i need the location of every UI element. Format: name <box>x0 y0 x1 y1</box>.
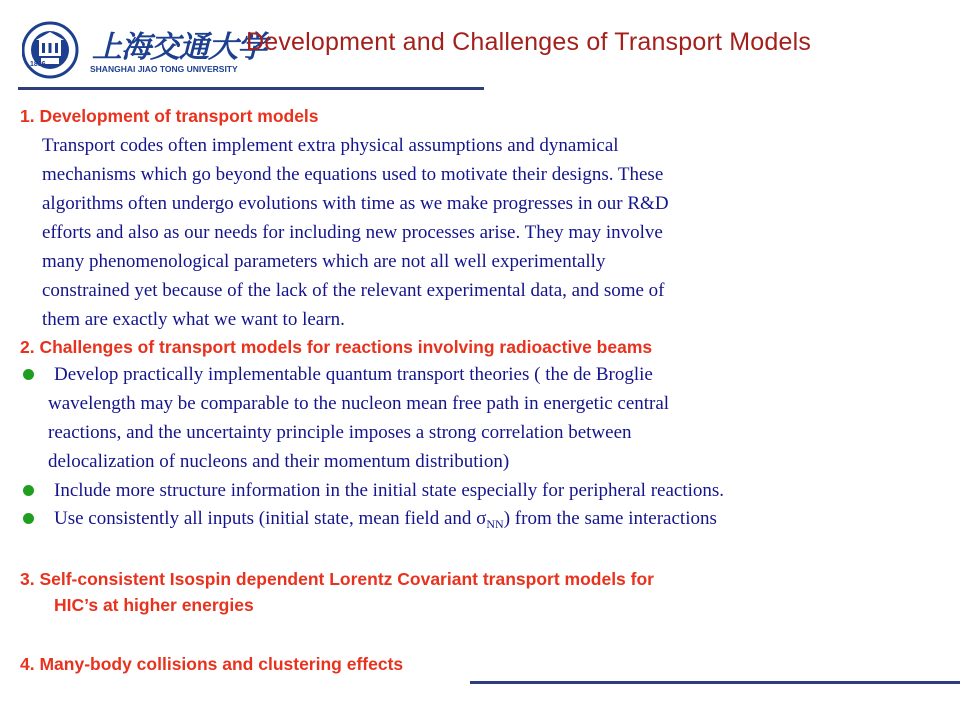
logo-year: 1896 <box>30 61 46 68</box>
bullet1-line: reactions, and the uncertainty principle imposes a strong correlation between <box>48 422 632 443</box>
bullet3-subscript: NN <box>486 517 504 531</box>
bullet1-line: wavelength may be comparable to the nucleon mean free path in energetic central <box>48 393 670 414</box>
section1-line: efforts and also as our needs for including new processes arise. They may involve <box>42 222 663 243</box>
bullet3-text <box>54 504 717 533</box>
university-logo <box>22 20 266 82</box>
section1-line: algorithms often undergo evolutions with time as we make progresses in our R&D <box>42 193 669 214</box>
section1-body <box>42 131 669 334</box>
bullet1-line: delocalization of nucleons and their momentum distribution) <box>48 451 510 472</box>
bullet1-text <box>48 360 669 476</box>
bullet-icon <box>23 513 34 524</box>
section1-line: constrained yet because of the lack of the relevant experimental data, and some of <box>42 280 665 301</box>
logo-chinese-text: 上海交通大学 <box>92 30 266 65</box>
seal-icon <box>23 23 77 77</box>
section1-line: many phenomenological parameters which are not all well experimentally <box>42 251 606 272</box>
section1-line: Transport codes often implement extra physical assumptions and dynamical <box>42 135 619 156</box>
title-divider <box>18 87 484 90</box>
section2-heading: 2. Challenges of transport models for reactions involving radioactive beams <box>20 337 653 357</box>
bullet3-post: ) from the same interactions <box>503 508 717 529</box>
bullet1-line: Develop practically implementable quantum transport theories ( the de Broglie <box>54 364 653 385</box>
logo-english-text: SHANGHAI JIAO TONG UNIVERSITY <box>90 64 238 74</box>
section3-heading-line2: HIC’s at higher energies <box>54 595 254 615</box>
section4-heading: 4. Many-body collisions and clustering effects <box>20 654 404 674</box>
bullet-icon <box>23 485 34 496</box>
bullet2-text: Include more structure information in the initial state especially for peripheral reactions. <box>54 480 725 501</box>
section1-line: them are exactly what we want to learn. <box>42 309 345 330</box>
section1-line: mechanisms which go beyond the equations used to motivate their designs. These <box>42 164 664 185</box>
bullet-icon <box>23 369 34 380</box>
bullet3-pre: Use consistently all inputs (initial state, mean field and σ <box>54 508 487 529</box>
page-title: Development and Challenges of Transport Models <box>246 28 812 56</box>
section3-heading-line1: 3. Self-consistent Isospin dependent Lorentz Covariant transport models for <box>20 569 654 589</box>
section1-heading: 1. Development of transport models <box>20 106 319 126</box>
footer-divider <box>470 681 960 684</box>
